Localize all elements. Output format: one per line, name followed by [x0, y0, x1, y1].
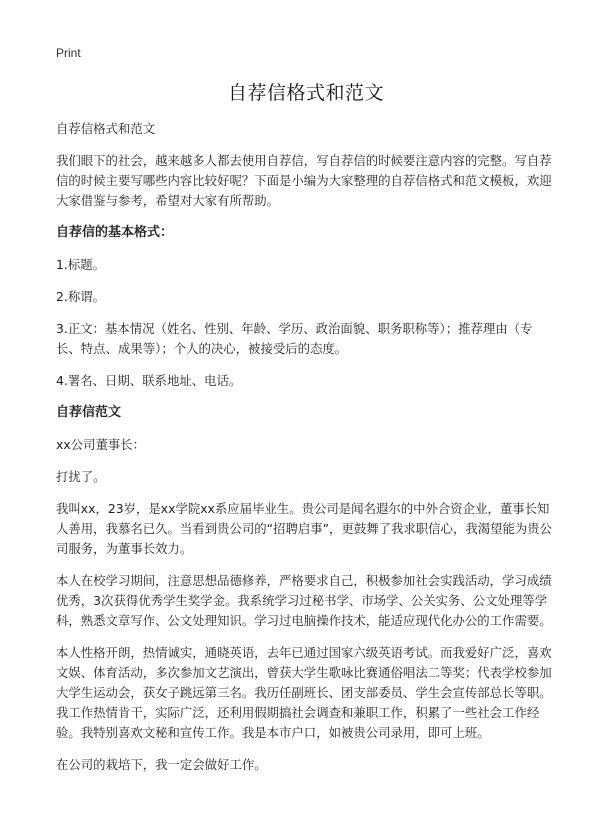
format-item-salutation: 2.称谓。: [56, 289, 105, 304]
page-title: 自荐信格式和范文: [227, 82, 384, 104]
letter-paragraph-closing: 在公司的栽培下，我一定会做好工作。: [56, 757, 267, 772]
format-section-heading: 自荐信的基本格式：: [56, 225, 174, 240]
print-link[interactable]: Print: [56, 46, 81, 60]
letter-salutation: xx公司董事长：: [56, 437, 146, 452]
sample-section-heading: 自荐信范文: [56, 405, 122, 420]
letter-paragraph-education: 本人在校学习期间，注意思想品德修养，严格要求自己，积极参加社会实践活动，学习成绩优秀，3次获得优秀学生奖学金。我系统学习过秘书学、市场学、公关实务、公文处理等学科，熟悉文章写作、公文处理知识。学习过电脑操作技术，能适应现代化办公的工作需要。: [56, 573, 552, 628]
format-item-body: 3.正文：基本情况（姓名、性别、年龄、学历、政治面貌、职务职称等）；推荐理由（专长、特点、成果等）；个人的决心，被接受后的态度。: [56, 321, 533, 356]
document-body: [56, 78, 556, 787]
letter-greeting: 打扰了。: [56, 469, 106, 484]
document-subtitle: 自荐信格式和范文: [56, 121, 156, 136]
format-item-signature: 4.署名、日期、联系地址、电话。: [56, 373, 242, 388]
letter-paragraph-personality: 本人性格开朗，热情诚实，通晓英语，去年已通过国家六级英语考试。而我爱好广泛，喜欢文娱、体育活动，多次参加文艺演出，曾获大学生歌咏比赛通俗唱法二等奖；代表学校参加大学生运动会，获女子跳远第三名。我历任副班长、团支部委员、学生会宣传部总长等职。我工作热情肯干，实际广泛，还利用假期搞社会调查和兼职工作，积累了一些社会工作经验。我特别喜欢文秘和宣传工作。我是本市户口，如被贵公司录用，即可上班。: [56, 645, 552, 740]
letter-paragraph-introduction: 我叫xx，23岁，是xx学院xx系应届毕业生。贵公司是闻名遐尔的中外合资企业，董事长知人善用，我慕名已久。当看到贵公司的“招聘启事”，更鼓舞了我求职信心，我渴望能为贵公司服务，为董事长效力。: [56, 501, 553, 556]
format-item-title: 1.标题。: [56, 257, 105, 272]
intro-paragraph: 我们眼下的社会，越来越多人都去使用自荐信，写自荐信的时候要注意内容的完整。写自荐信的时候主要写哪些内容比较好呢？下面是小编为大家整理的自荐信格式和范文模板，欢迎大家借鉴与参考，希望对大家有所帮助。: [56, 153, 552, 208]
